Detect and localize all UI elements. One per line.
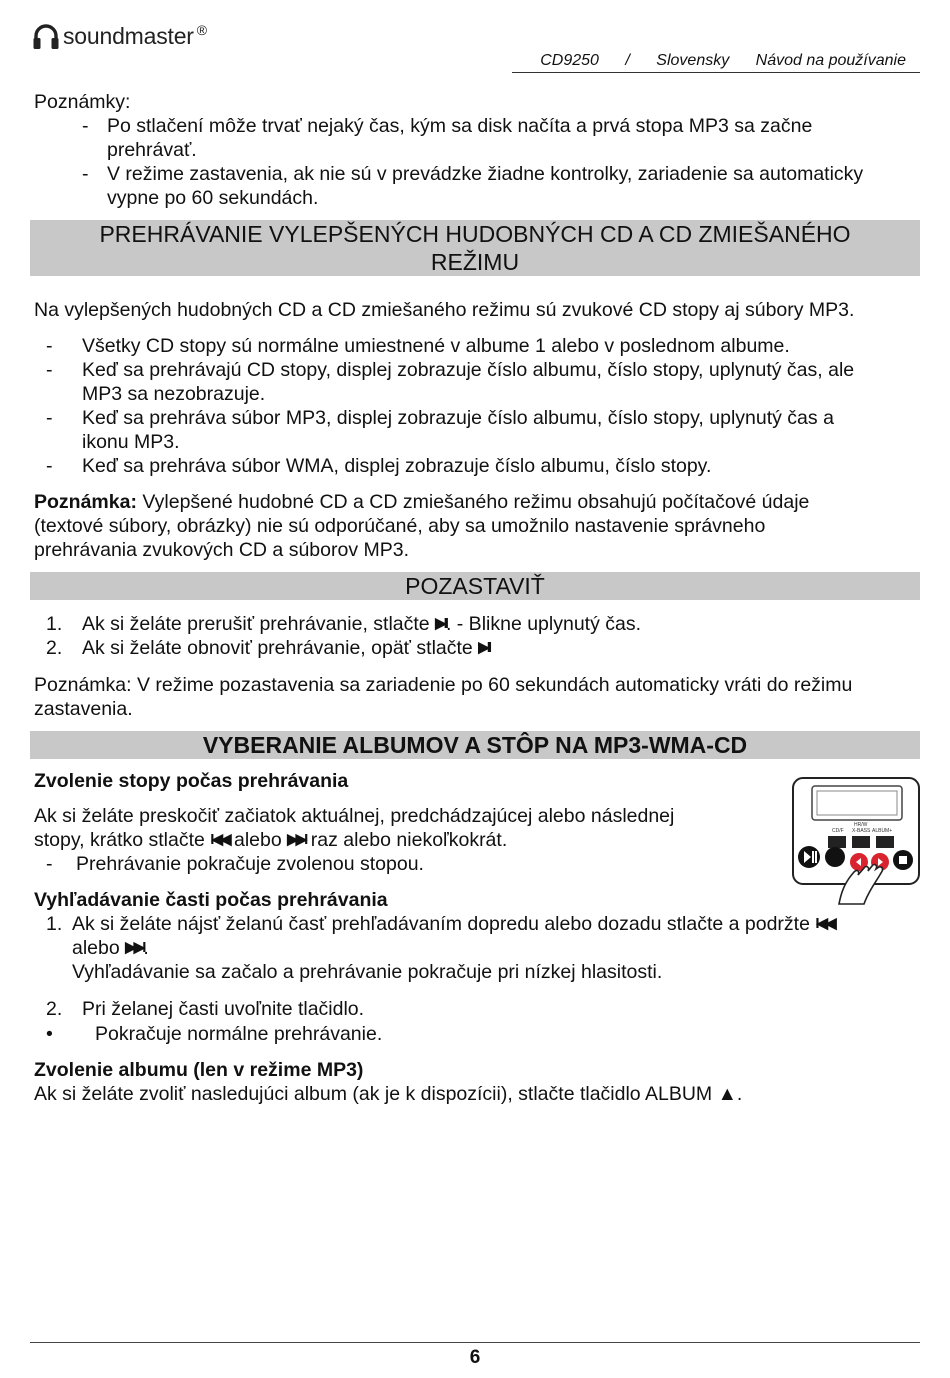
section1-note-line-1 xyxy=(34,490,809,514)
header-doc-title: Návod na používanie xyxy=(755,52,906,69)
bullet-dash: - xyxy=(46,407,53,429)
note-text: Vylepšené hudobné CD a CD zmiešaného režimu obsahujú počítačové údaje xyxy=(136,491,810,513)
track-select-bullet: Prehrávanie pokračuje zvolenou stopou. xyxy=(76,853,424,875)
svg-text:HR/W: HR/W xyxy=(854,822,868,828)
section-title: POZASTAVIŤ xyxy=(405,573,545,599)
search-step-2: Pri želanej časti uvoľnite tlačidlo. xyxy=(82,998,365,1020)
step-number-2: 2. xyxy=(46,637,63,659)
section-title-line-2: REŽIMU xyxy=(430,249,520,275)
header-rule xyxy=(512,72,920,73)
pause-step-2: Ak si želáte obnoviť prehrávanie, opäť stlačte ▶II xyxy=(82,637,490,659)
header-model: CD9250 xyxy=(540,52,599,69)
previous-track-icon: I◀◀ xyxy=(815,915,834,932)
section1-intro: Na vylepšených hudobných CD a CD zmiešaného režimu sú zvukové CD stopy aj súbory MP3. xyxy=(34,299,855,321)
pause-note-line-2: zastavenia. xyxy=(34,698,133,720)
search-step-1-line-1: Ak si želáte nájsť želanú časť prehľadávaním dopredu alebo dozadu stlačte a podržte I◀◀ xyxy=(72,913,834,935)
album-select-text: Ak si želáte zvoliť nasledujúci album (ak je k dispozícii), stlačte tlačidlo ALBUM ▲. xyxy=(34,1083,743,1105)
notes-item-1-line-1: Po stlačení môže trvať nejaký čas, kým sa disk načíta a prvá stopa MP3 sa začne xyxy=(107,115,813,137)
headphones-icon xyxy=(32,22,60,50)
subheading-search: Vyhľadávanie časti počas prehrávania xyxy=(34,889,388,911)
section1-bullet-2-cont: MP3 sa nezobrazuje. xyxy=(82,383,266,405)
registered-mark: ® xyxy=(196,22,208,38)
section1-bullet-2: Keď sa prehrávajú CD stopy, displej zobrazuje číslo albumu, číslo stopy, uplynutý čas, ale xyxy=(82,359,855,381)
section1-bullet-4: Keď sa prehráva súbor WMA, displej zobrazuje číslo albumu, číslo stopy. xyxy=(82,455,712,477)
step-number-2: 2. xyxy=(46,998,63,1020)
step-number-1: 1. xyxy=(46,913,63,935)
page-number: 6 xyxy=(469,1347,481,1368)
step-number-1: 1. xyxy=(46,613,63,635)
brand-name: soundmaster xyxy=(63,23,194,49)
section1-note-line-3: prehrávania zvukových CD a súborov MP3. xyxy=(34,539,410,561)
notes-heading: Poznámky: xyxy=(34,91,131,113)
section1-note-line-2: (textové súbory, obrázky) nie sú odporúčané, aby sa umožnilo nastavenie správneho xyxy=(34,515,766,537)
search-bullet: Pokračuje normálne prehrávanie. xyxy=(95,1023,383,1045)
section1-bullet-3: Keď sa prehráva súbor MP3, displej zobrazuje číslo albumu, číslo stopy, uplynutý čas a xyxy=(82,407,834,429)
search-step-1-line-2: alebo ▶▶I. xyxy=(72,937,149,959)
svg-text:CD/F: CD/F xyxy=(832,828,844,834)
next-track-icon: ▶▶I xyxy=(287,831,306,848)
note-label: Poznámka: xyxy=(34,491,137,513)
pause-step-1: Ak si želáte prerušiť prehrávanie, stlačte ▶II. - Blikne uplynutý čas. xyxy=(82,613,642,635)
subheading-track-select: Zvolenie stopy počas prehrávania xyxy=(34,770,349,792)
next-track-icon: ▶▶I xyxy=(125,939,144,956)
svg-text:ALBUM+: ALBUM+ xyxy=(872,828,893,834)
bullet-dot: • xyxy=(46,1023,53,1045)
running-header xyxy=(540,52,906,70)
bullet-dash: - xyxy=(46,359,53,381)
notes-dash-1: - xyxy=(82,115,89,137)
section-title: VYBERANIE ALBUMOV A STÔP NA MP3-WMA-CD xyxy=(202,732,748,758)
section1-bullet-3-cont: ikonu MP3. xyxy=(82,431,180,453)
previous-track-icon: I◀◀ xyxy=(210,831,229,848)
svg-text:X-BASS: X-BASS xyxy=(852,828,871,834)
bullet-dash: - xyxy=(46,455,53,477)
section-title-line-1: PREHRÁVANIE VYLEPŠENÝCH HUDOBNÝCH CD A CD ZMIEŠANÉHO xyxy=(99,221,851,247)
section-heading-album-track xyxy=(30,731,920,759)
track-select-line-1: Ak si želáte preskočiť začiatok aktuálnej, predchádzajúcej alebo následnej xyxy=(34,805,675,827)
section1-bullet-1: Všetky CD stopy sú normálne umiestnené v albume 1 alebo v poslednom albume. xyxy=(82,335,790,357)
device-buttons-illustration xyxy=(784,776,922,906)
footer-rule xyxy=(30,1342,920,1343)
header-language: Slovensky xyxy=(656,52,730,69)
subheading-album-select: Zvolenie albumu (len v režime MP3) xyxy=(34,1059,364,1081)
bullet-dash: - xyxy=(46,853,53,875)
notes-item-1-line-2: prehrávať. xyxy=(107,139,197,161)
notes-dash-2: - xyxy=(82,163,89,185)
notes-item-2-line-2: vypne po 60 sekundách. xyxy=(107,187,319,209)
bullet-dash: - xyxy=(46,335,53,357)
search-step-1-line-3: Vyhľadávanie sa začalo a prehrávanie pokračuje pri nízkej hlasitosti. xyxy=(72,961,663,983)
header-separator: / xyxy=(625,52,630,69)
section-heading-pause xyxy=(30,572,920,600)
pause-note-line-1: Poznámka: V režime pozastavenia sa zariadenie po 60 sekundách automaticky vráti do režimu xyxy=(34,674,853,696)
notes-item-2-line-1: V režime zastavenia, ak nie sú v prevádzke žiadne kontrolky, zariadenie sa automaticky xyxy=(107,163,864,185)
section-heading-enhanced-cd xyxy=(30,220,920,276)
brand-logo xyxy=(32,22,207,50)
play-pause-icon: ▶II xyxy=(435,615,446,632)
play-pause-icon: ▶II xyxy=(478,639,490,656)
track-select-line-2: stopy, krátko stlačte I◀◀ alebo ▶▶I raz alebo niekoľkokrát. xyxy=(34,829,508,851)
